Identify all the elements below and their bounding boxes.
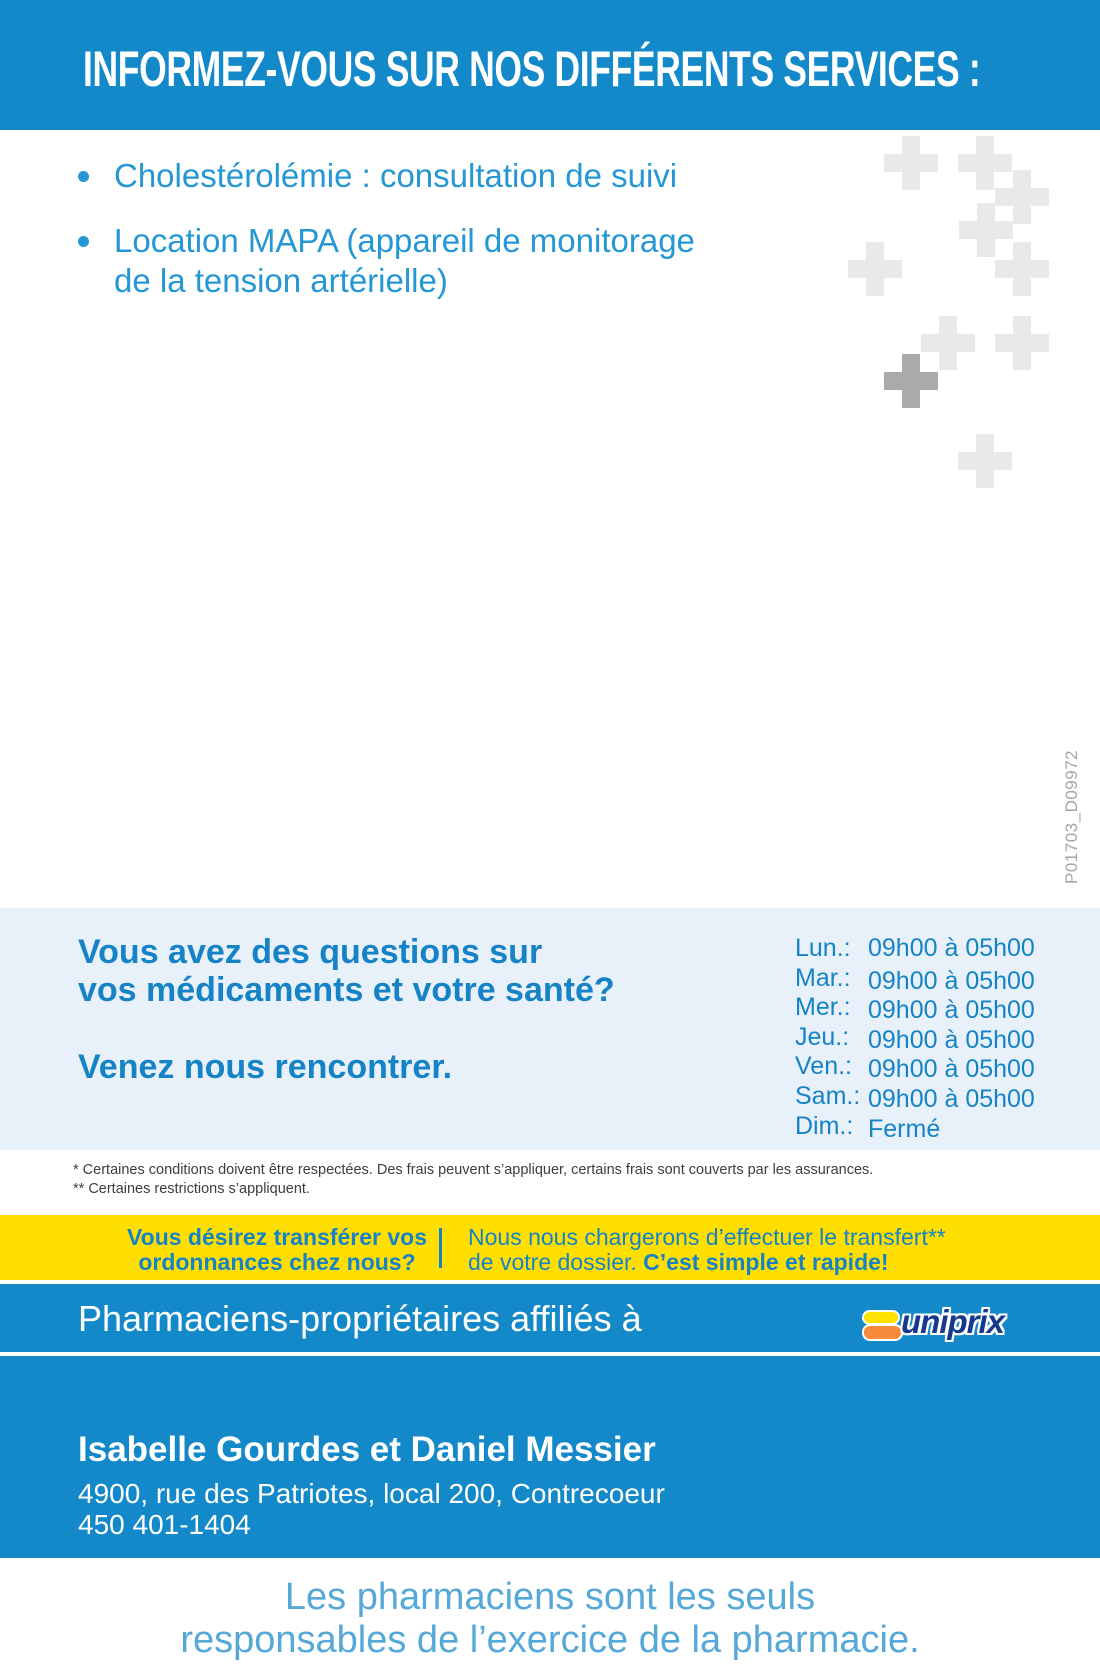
- hours-row: [795, 1082, 1035, 1112]
- plus-icon: [848, 242, 902, 296]
- hours-row: [795, 1023, 1035, 1053]
- footnotes: [73, 1161, 873, 1199]
- hours-value: 09h00 à 05h00: [868, 966, 1035, 995]
- hours-day-label: Sam.:: [795, 1081, 861, 1110]
- legal-disclaimer: [0, 1576, 1100, 1662]
- hours-row: [795, 934, 1035, 964]
- hours-value: 09h00 à 05h00: [868, 934, 1035, 962]
- plus-icon: [995, 242, 1049, 296]
- hours-day-label: Mer.:: [795, 993, 851, 1022]
- transfer-answer-regular: de votre dossier.: [468, 1248, 644, 1275]
- hours-row: [795, 993, 1035, 1023]
- hours-value: 09h00 à 05h00: [868, 1025, 1035, 1054]
- service-text: Cholestérolémie : consultation de suivi: [114, 157, 678, 194]
- hours-day-label: Mar.:: [795, 963, 851, 992]
- list-item: [78, 221, 695, 301]
- hours-day-label: Dim.:: [795, 1111, 854, 1140]
- transfer-answer-bold: C’est simple et rapide!: [643, 1248, 889, 1275]
- hours-day-label: Jeu.:: [795, 1022, 850, 1051]
- plus-icon: [995, 316, 1049, 370]
- list-item: [78, 156, 695, 196]
- plus-icon: [884, 136, 938, 190]
- hours-day-label: Lun.:: [795, 934, 851, 962]
- disclaimer-line: responsables de l’exercice de la pharmacie.: [180, 1619, 920, 1661]
- hours-value: Fermé: [868, 1114, 941, 1143]
- hours-row: [795, 1112, 1035, 1142]
- print-code: P01703_D09972: [1062, 749, 1081, 884]
- owner-address: 4900, rue des Patriotes, local 200, Contrecoeur: [78, 1478, 665, 1509]
- questions-line: vos médicaments et votre santé?: [78, 971, 615, 1009]
- opening-hours: [795, 934, 1035, 1141]
- transfer-question: [127, 1225, 427, 1274]
- bullet-icon: [78, 171, 89, 182]
- affiliation-label: Pharmaciens-propriétaires affiliés à: [78, 1298, 642, 1339]
- hours-value: 09h00 à 05h00: [868, 1055, 1035, 1084]
- service-text: Location MAPA (appareil de monitorage: [114, 222, 695, 259]
- transfer-answer-line: [468, 1250, 946, 1275]
- owners-section: [0, 1356, 1100, 1558]
- questions-section: [0, 908, 1100, 1150]
- logo-orange-bar-icon: [864, 1326, 901, 1339]
- hours-day-label: Ven.:: [795, 1052, 852, 1081]
- questions-text: [78, 933, 615, 1009]
- service-text: de la tension artérielle): [114, 262, 448, 299]
- transfer-question-line: ordonnances chez nous?: [138, 1248, 416, 1275]
- transfer-banner: [0, 1215, 1100, 1280]
- uniprix-wordmark: uniprix: [901, 1303, 1005, 1340]
- transfer-question-line: Vous désirez transférer vos: [127, 1224, 427, 1250]
- divider: [439, 1228, 442, 1268]
- transfer-answer: [468, 1225, 946, 1274]
- questions-line: Vous avez des questions sur: [78, 933, 543, 971]
- footnote-line: ** Certaines restrictions s’appliquent.: [73, 1181, 310, 1197]
- plus-icon: [958, 434, 1012, 488]
- header-bar: [0, 0, 1100, 130]
- logo-yellow-bar-icon: [864, 1312, 898, 1323]
- uniprix-logo: [864, 1301, 1019, 1345]
- owner-names: Isabelle Gourdes et Daniel Messier: [78, 1430, 656, 1469]
- page-title: INFORMEZ-VOUS SUR NOS DIFFÉRENTS SERVICES :: [83, 41, 981, 97]
- disclaimer-line: Les pharmaciens sont les seuls: [284, 1576, 816, 1618]
- meet-us-text: Venez nous rencontrer.: [78, 1048, 453, 1086]
- hours-row: [795, 1052, 1035, 1082]
- owner-phone: 450 401-1404: [78, 1509, 251, 1540]
- hours-value: 09h00 à 05h00: [868, 996, 1035, 1025]
- hours-row: [795, 964, 1035, 994]
- bullet-icon: [78, 236, 89, 247]
- footnote-line: * Certaines conditions doivent être respectées. Des frais peuvent s’appliquer, certains frais sont couverts par les assurances.: [73, 1162, 874, 1178]
- hours-value: 09h00 à 05h00: [868, 1084, 1035, 1113]
- services-list: [78, 156, 695, 326]
- plus-icon: [884, 354, 938, 408]
- transfer-answer-line: Nous nous chargerons d’effectuer le transfert**: [468, 1224, 946, 1250]
